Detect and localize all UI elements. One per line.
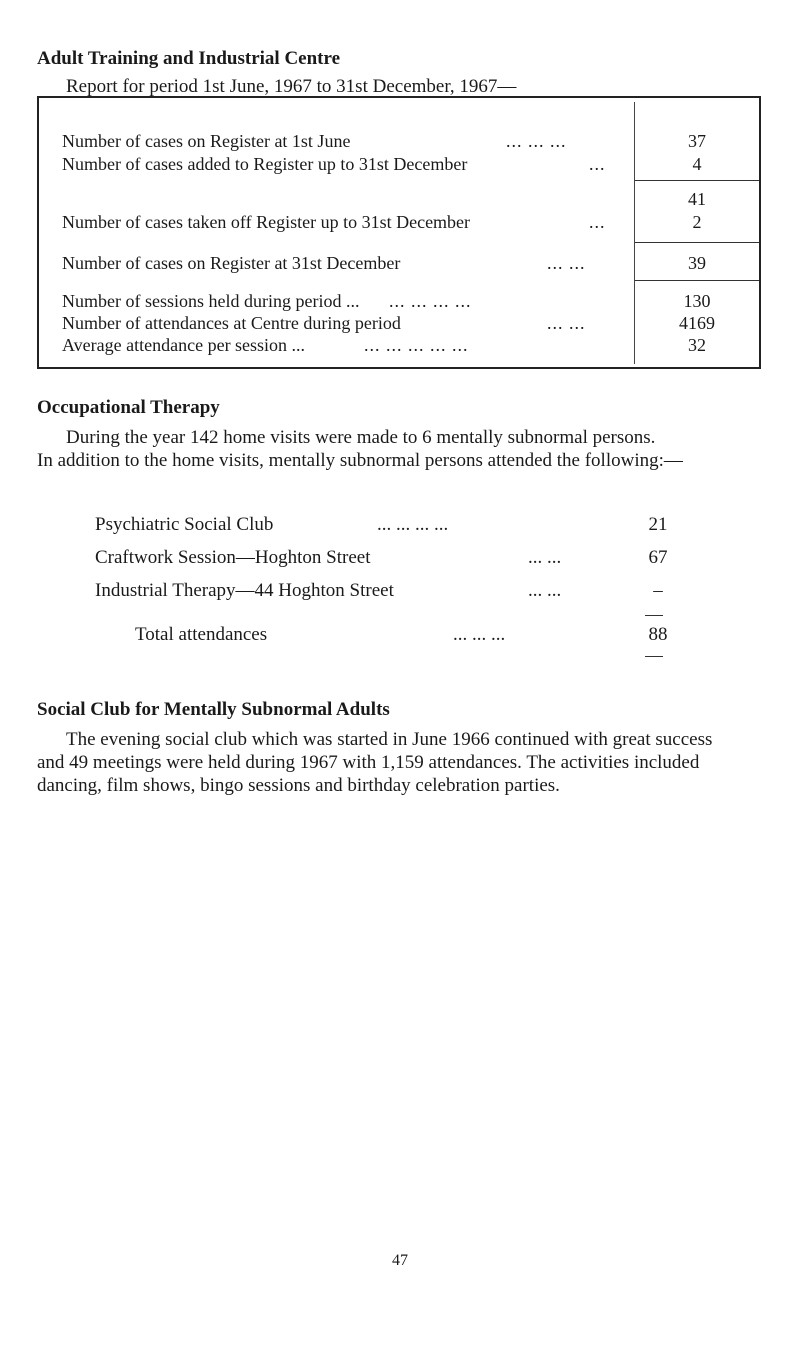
social-club-paragraph-line: The evening social club which was started in June 1966 continued with great success (66, 729, 713, 750)
leader-dots: ... ... (547, 313, 586, 333)
total-row (95, 624, 675, 650)
total-rule (645, 656, 663, 657)
leader-dots: ... ... ... (506, 131, 567, 151)
item-value: 21 (648, 514, 668, 535)
occupational-paragraph-line: During the year 142 home visits were made to 6 mentally subnormal persons. (66, 427, 656, 448)
row-value: 130 (683, 291, 711, 311)
row-value: 39 (688, 253, 706, 273)
item-value: 67 (648, 547, 668, 568)
table-row (62, 253, 617, 275)
row-label: Number of cases added to Register up to 31st December (62, 154, 468, 174)
social-club-title: Social Club for Mentally Subnormal Adults (37, 699, 390, 720)
leader-dots: ... ... ... ... (389, 291, 472, 311)
row-label: Number of cases on Register at 31st December (62, 253, 401, 273)
leader-dots: ... (589, 212, 606, 232)
leader-dots: ... ... ... ... ... (364, 335, 469, 355)
social-club-paragraph-line: dancing, film shows, bingo sessions and birthday celebration parties. (37, 775, 560, 796)
table-row (62, 313, 617, 335)
leader-dots: ... ... (528, 580, 562, 601)
total-rule (645, 615, 663, 616)
item-label: Psychiatric Social Club (95, 514, 274, 535)
register-table (37, 96, 761, 369)
subtotal-value: 41 (688, 189, 706, 209)
row-label: Number of sessions held during period ... (62, 291, 360, 311)
page-number: 47 (392, 1252, 408, 1269)
row-value: 4169 (679, 313, 715, 333)
table-row (62, 131, 617, 153)
item-label: Craftwork Session—Hoghton Street (95, 547, 371, 568)
list-item (95, 514, 675, 540)
table-row (62, 291, 617, 313)
leader-dots: ... ... ... ... (377, 514, 449, 535)
social-club-paragraph-line: and 49 meetings were held during 1967 with 1,159 attendances. The activities included (37, 752, 700, 773)
adult-centre-subtitle: Report for period 1st June, 1967 to 31st December, 1967— (66, 76, 517, 97)
row-label: Number of cases taken off Register up to 31st December (62, 212, 471, 232)
row-value: 2 (692, 212, 702, 232)
occupational-paragraph-line: In addition to the home visits, mentally subnormal persons attended the following:— (37, 450, 683, 471)
subtotal-rule (635, 280, 759, 281)
leader-dots: ... ... (528, 547, 562, 568)
row-label: Number of cases on Register at 1st June (62, 131, 351, 151)
item-label: Industrial Therapy—44 Hoghton Street (95, 580, 394, 601)
table-row (62, 154, 617, 176)
leader-dots: ... (589, 154, 606, 174)
leader-dots: ... ... ... (453, 624, 506, 645)
occupational-title: Occupational Therapy (37, 397, 220, 418)
list-item (95, 580, 675, 606)
adult-centre-title: Adult Training and Industrial Centre (37, 48, 341, 69)
table-row (62, 212, 617, 234)
leader-dots: ... ... (547, 253, 586, 273)
table-row (62, 335, 617, 357)
list-item (95, 547, 675, 573)
row-label: Number of attendances at Centre during period (62, 313, 401, 333)
subtotal-rule (635, 242, 759, 243)
subtotal-rule (635, 180, 759, 181)
total-label: Total attendances (135, 624, 268, 645)
row-value: 4 (692, 154, 702, 174)
total-value: 88 (648, 624, 668, 645)
row-value: 32 (688, 335, 706, 355)
row-value: 37 (688, 131, 706, 151)
item-value: – (653, 580, 663, 601)
row-label: Average attendance per session ... (62, 335, 306, 355)
